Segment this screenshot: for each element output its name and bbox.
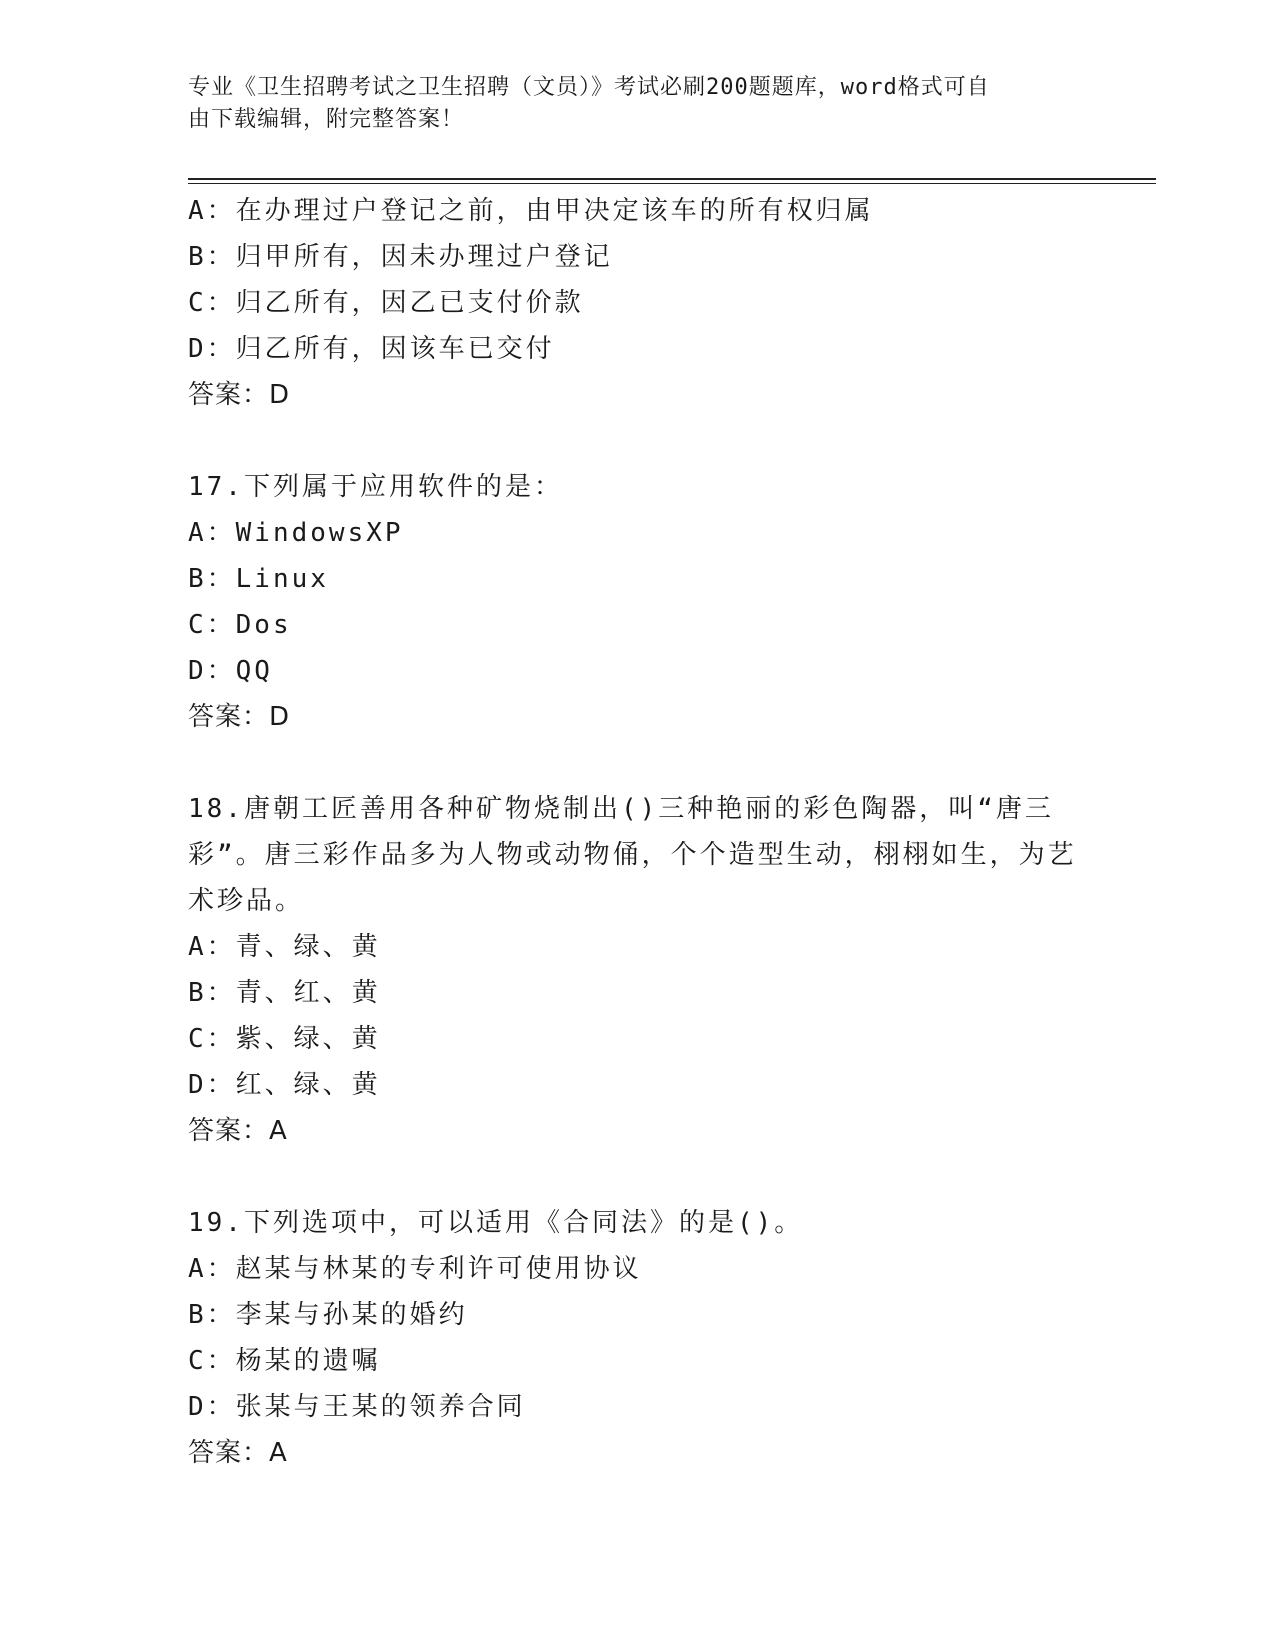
option-a: A：在办理过户登记之前，由甲决定该车的所有权归属: [188, 196, 874, 226]
header-divider-thin: [188, 183, 1156, 184]
header-line-1: 专业《卫生招聘考试之卫生招聘（文员）》考试必刷200题题库，word格式可自: [188, 75, 990, 100]
question-16-block: [188, 188, 1088, 418]
question-text: 17.下列属于应用软件的是：: [188, 472, 563, 502]
option-c: C：紫、绿、黄: [188, 1024, 381, 1054]
option-c: C：杨某的遗嘱: [188, 1346, 381, 1376]
document-header: [188, 72, 1068, 136]
spacer: [188, 418, 1088, 464]
question-17-block: [188, 464, 1088, 740]
option-d: D：QQ: [188, 656, 273, 686]
question-list: [188, 188, 1088, 1476]
option-c: C：归乙所有，因乙已支付价款: [188, 288, 584, 318]
question-text: 18.唐朝工匠善用各种矿物烧制出()三种艳丽的彩色陶器，叫“唐三彩”。唐三彩作品多为人物或动物俑，个个造型生动，栩栩如生，为艺术珍品。: [188, 794, 1077, 916]
option-c: C：Dos: [188, 610, 292, 640]
option-b: B：青、红、黄: [188, 978, 381, 1008]
option-b: B：Linux: [188, 564, 329, 594]
answer: 答案：D: [188, 380, 291, 410]
spacer: [188, 740, 1088, 786]
option-d: D：红、绿、黄: [188, 1070, 381, 1100]
question-text: 19.下列选项中，可以适用《合同法》的是()。: [188, 1208, 804, 1238]
question-18-block: [188, 786, 1088, 1154]
option-a: A：赵某与林某的专利许可使用协议: [188, 1254, 642, 1284]
answer: 答案：A: [188, 1116, 288, 1146]
option-b: B：归甲所有，因未办理过户登记: [188, 242, 613, 272]
header-line-2: 由下载编辑，附完整答案！: [188, 107, 465, 132]
answer: 答案：D: [188, 702, 291, 732]
option-a: A：青、绿、黄: [188, 932, 381, 962]
question-19-block: [188, 1200, 1088, 1476]
answer: 答案：A: [188, 1438, 288, 1468]
header-divider-thick: [188, 178, 1156, 180]
spacer: [188, 1154, 1088, 1200]
option-d: D：张某与王某的领养合同: [188, 1392, 526, 1422]
option-d: D：归乙所有，因该车已交付: [188, 334, 555, 364]
option-b: B：李某与孙某的婚约: [188, 1300, 468, 1330]
option-a: A：WindowsXP: [188, 518, 404, 548]
